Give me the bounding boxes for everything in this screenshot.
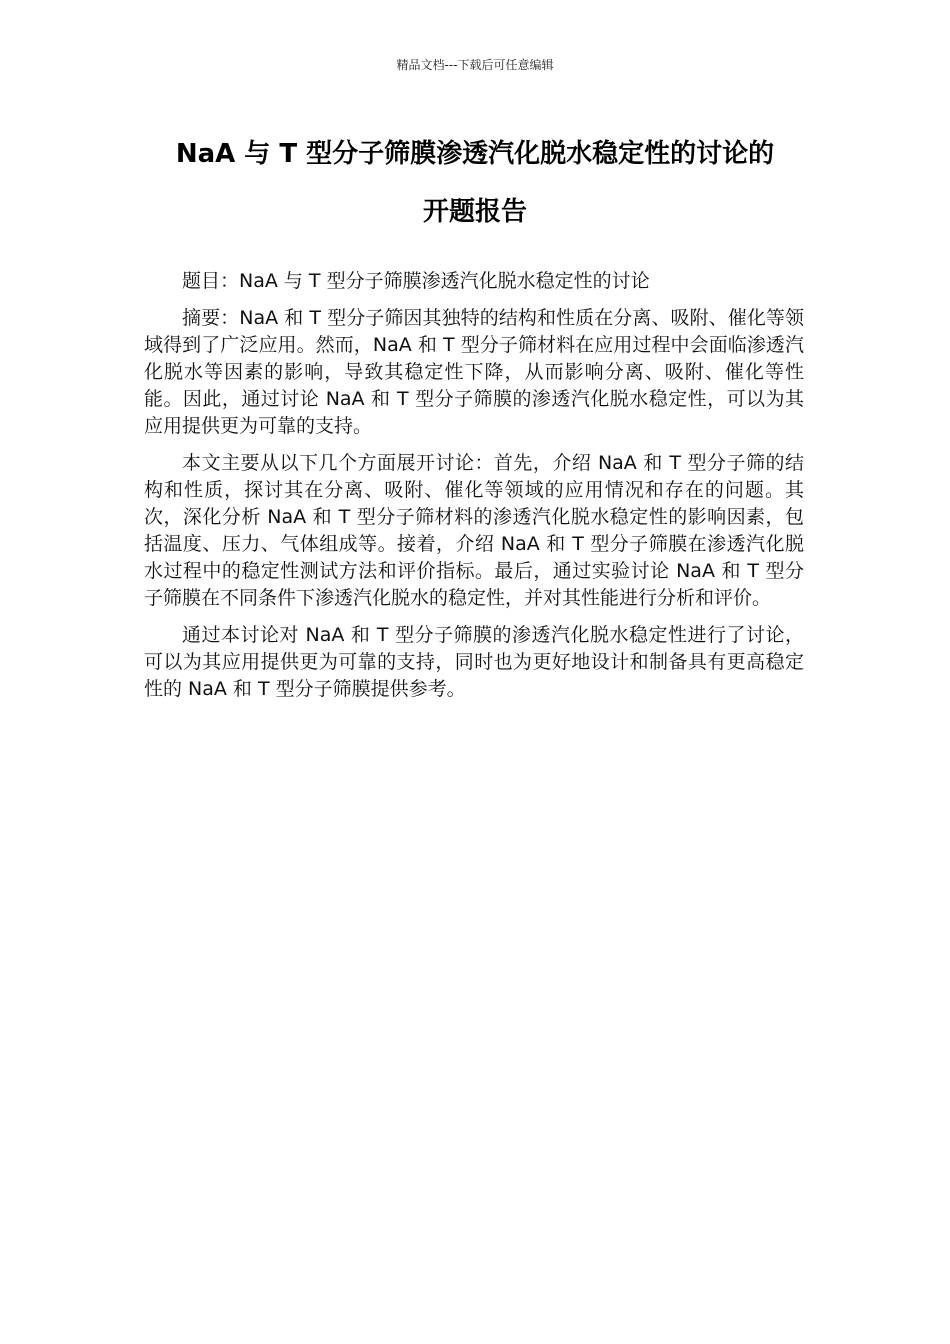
outline-paragraph: 本文主要从以下几个方面展开讨论：首先，介绍 NaA 和 T 型分子筛的结构和性质，探讨其在分离、吸附、催化等领域的应用情况和存在的问题。其次，深化分析 NaA 和 T 型分子筛材料的渗透汽化脱水稳定性的影响因素，包括温度、压力、气体组成等。接着，介绍 NaA 和 T 型分子筛膜在渗透汽化脱水过程中的稳定性测试方法和评价指标。最后，通过实验讨论 NaA 和 T 型分子筛膜在不同条件下渗透汽化脱水的稳定性，并对其性能进行分析和评价。 — [144, 452, 804, 609]
abstract-paragraph: 摘要：NaA 和 T 型分子筛因其独特的结构和性质在分离、吸附、催化等领域得到了广泛应用。然而，NaA 和 T 型分子筛材料在应用过程中会面临渗透汽化脱水等因素的影响，导致其稳定性下降，从而影响分离、吸附、催化等性能。因此，通过讨论 NaA 和 T 型分子筛膜的渗透汽化脱水稳定性，可以为其应用提供更为可靠的支持。 — [144, 307, 804, 437]
conclusion-paragraph: 通过本讨论对 NaA 和 T 型分子筛膜的渗透汽化脱水稳定性进行了讨论，可以为其应用提供更为可靠的支持，同时也为更好地设计和制备具有更高稳定性的 NaA 和 T 型分子筛膜提供参考。 — [144, 624, 804, 700]
topic-paragraph: 题目：NaA 与 T 型分子筛膜渗透汽化脱水稳定性的讨论 — [182, 270, 650, 292]
document-title-line-1: NaA 与 T 型分子筛膜渗透汽化脱水稳定性的讨论的 — [175, 139, 775, 169]
document-body — [144, 268, 804, 713]
header-note: 精品文档---下载后可任意编辑 — [396, 58, 554, 72]
document-title-line-2: 开题报告 — [422, 197, 527, 227]
